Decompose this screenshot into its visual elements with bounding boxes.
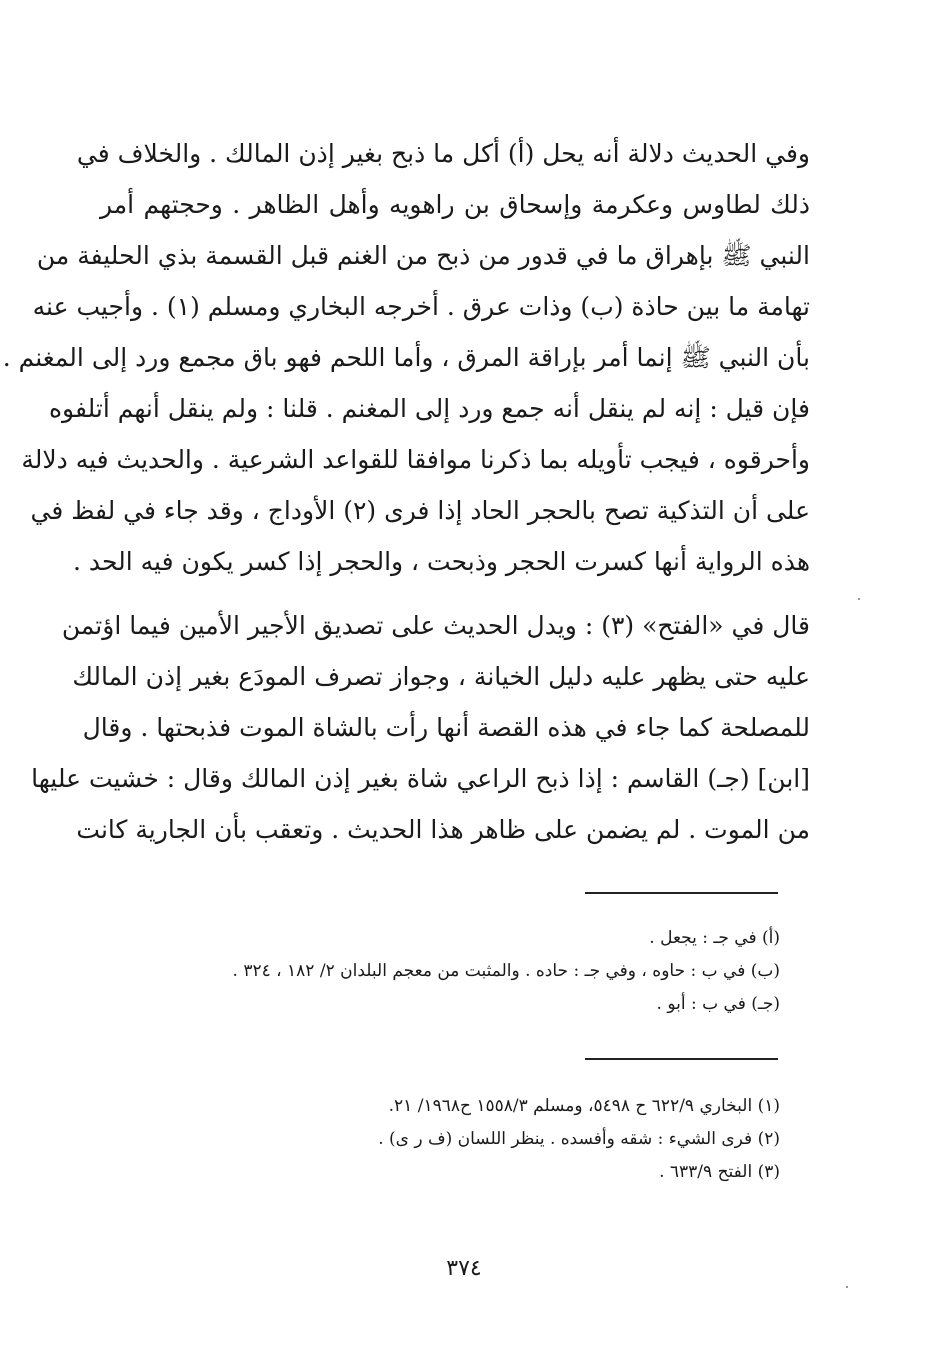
main-paragraph-2 <box>31 600 810 855</box>
footnote: (أ) في جـ : يجعل . <box>649 928 780 948</box>
footnote: (٢) فرى الشيء : شقه وأفسده . ينظر اللسان (ف ر ى) . <box>378 1129 780 1149</box>
text-line: عليه حتى يظهر عليه دليل الخيانة ، وجواز تصرف المودَع بغير إذن المالك <box>72 662 810 691</box>
footnote-separator <box>585 1058 778 1060</box>
footnote: (١) البخاري ٦٢٢/٩ ح ٥٤٩٨، ومسلم ١٥٥٨/٣ ح١٩٦٨/ ٢١. <box>388 1096 780 1116</box>
footnote: (٣) الفتح ٦٣٣/٩ . <box>659 1162 780 1182</box>
text-line: ذلك لطاوس وعكرمة وإسحاق بن راهويه وأهل الظاهر . وحجتهم أمر <box>100 190 810 219</box>
variant-footnotes <box>180 922 780 1021</box>
text-line: بأن النبي ﷺ إنما أمر بإراقة المرق ، وأما اللحم فهو باق مجمع ورد إلى المغنم . <box>2 343 810 372</box>
page-number: ٣٧٤ <box>446 1256 482 1281</box>
footnote: (ب) في ب : حاوه ، وفي جـ : حاده . والمثبت من معجم البلدان ٢/ ١٨٢ ، ٣٢٤ . <box>232 961 780 981</box>
scan-speck <box>846 1286 848 1288</box>
reference-footnotes <box>180 1090 780 1189</box>
text-line: على أن التذكية تصح بالحجر الحاد إذا فرى (٢) الأوداج ، وقد جاء في لفظ في <box>30 496 810 525</box>
text-line: للمصلحة كما جاء في هذه القصة أنها رأت بالشاة الموت فذبحتها . وقال <box>82 713 810 742</box>
text-line: النبي ﷺ بإهراق ما في قدور من ذبح من الغنم قبل القسمة بذي الحليفة من <box>36 241 810 270</box>
text-line: وأحرقوه ، فيجب تأويله بما ذكرنا موافقا للقواعد الشرعية . والحديث فيه دلالة <box>21 445 810 474</box>
scan-speck <box>858 598 860 600</box>
footnote: (جـ) في ب : أبو . <box>656 994 780 1014</box>
text-line: هذه الرواية أنها كسرت الحجر وذبحت ، والحجر إذا كسر يكون فيه الحد . <box>72 547 810 576</box>
text-line: قال في «الفتح» (٣) : ويدل الحديث على تصديق الأجير الأمين فيما اؤتمن <box>61 611 810 640</box>
footnote-separator <box>585 892 778 894</box>
main-paragraph-1 <box>2 128 810 587</box>
text-line: [ابن] (جـ) القاسم : إذا ذبح الراعي شاة بغير إذن المالك وقال : خشيت عليها <box>31 764 810 793</box>
text-line: وفي الحديث دلالة أنه يحل (أ) أكل ما ذبح بغير إذن المالك . والخلاف في <box>76 139 810 168</box>
text-line: فإن قيل : إنه لم ينقل أنه جمع ورد إلى المغنم . قلنا : ولم ينقل أنهم أتلفوه <box>48 394 810 423</box>
text-line: تهامة ما بين حاذة (ب) وذات عرق . أخرجه البخاري ومسلم (١) . وأجيب عنه <box>32 292 810 321</box>
text-line: من الموت . لم يضمن على ظاهر هذا الحديث . وتعقب بأن الجارية كانت <box>76 815 810 844</box>
